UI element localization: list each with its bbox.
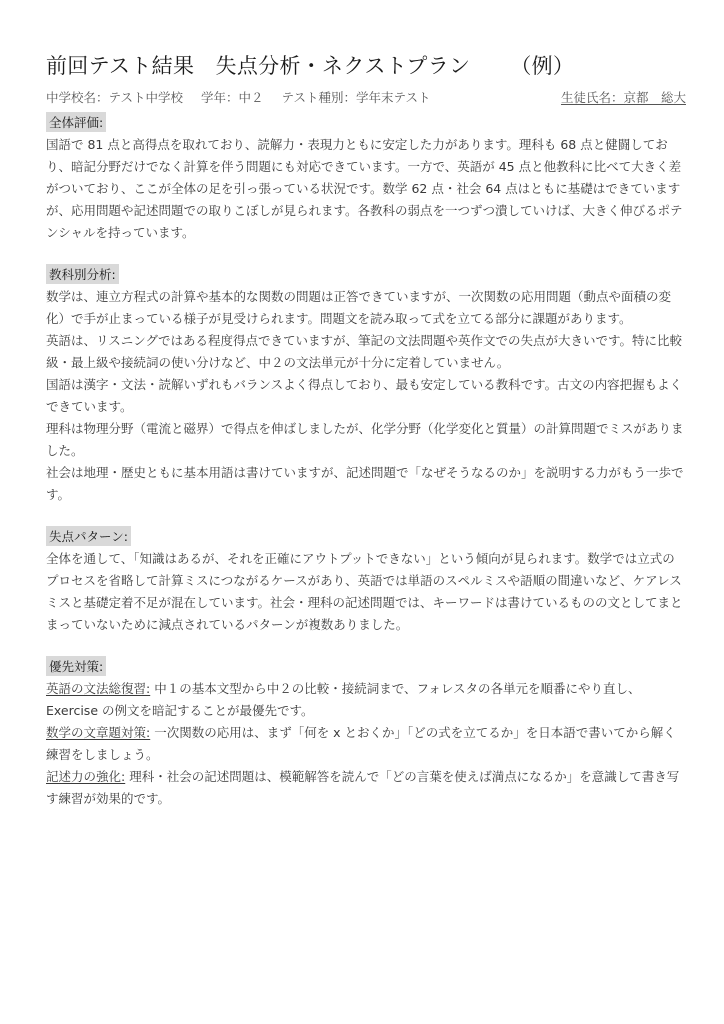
priority-section <box>46 656 686 810</box>
priority-item-label: 英語の文法総復習: <box>46 681 151 696</box>
priority-item <box>46 678 686 722</box>
patterns-section <box>46 526 686 636</box>
title-text: 前回テスト結果 失点分析・ネクストプラン <box>46 54 471 78</box>
student-name: 生徒氏名：京都 総大 <box>560 90 686 105</box>
priority-item-label: 数学の文章題対策: <box>46 725 151 740</box>
overall-heading: 全体評価: <box>46 112 106 132</box>
japanese-analysis: 国語は漢字・文法・読解いずれもバランスよく得点しており、最も安定している教科です。古文の内容把握もよくできています。 <box>46 377 683 414</box>
patterns-text: 全体を通して、「知識はあるが、それを正確にアウトプットできない」という傾向が見られます。数学では立式のプロセスを省略して計算ミスにつながるケースがあり、英語では単語のスペルミスや語順の間違いなど、ケアレスミスと基礎定着不足が混在しています。社会・理科の記述問題では、キーワードは書けているものの文としてまとまっていないために減点されているパターンが複数ありました。 <box>46 551 683 632</box>
priority-item-text: 中１の基本文型から中２の比較・接続詞まで、フォレスタの各単元を順番にやり直し、Exercise の例文を暗記することが最優先です。 <box>46 681 641 718</box>
overall-section <box>46 112 686 244</box>
priority-item <box>46 722 686 766</box>
patterns-heading: 失点パターン: <box>46 526 131 546</box>
meta-row <box>46 88 686 106</box>
priority-heading: 優先対策: <box>46 656 106 676</box>
test-type: テスト種別：学年末テスト <box>281 90 431 105</box>
title-example: （例） <box>510 54 575 78</box>
page-title <box>46 50 686 80</box>
priority-item-label: 記述力の強化: <box>46 769 126 784</box>
math-analysis: 数学は、連立方程式の計算や基本的な関数の問題は正答できていますが、一次関数の応用問題（動点や面積の変化）で手が止まっている様子が見受けられます。問題文を読み取って式を立てる部分に課題があります。 <box>46 289 672 326</box>
priority-item <box>46 766 686 810</box>
subjects-heading: 教科別分析: <box>46 264 119 284</box>
science-analysis: 理科は物理分野（電流と磁界）で得点を伸ばしましたが、化学分野（化学変化と質量）の計算問題でミスがありました。 <box>46 421 684 458</box>
school-name: 中学校名：テスト中学校 <box>46 90 184 105</box>
grade: 学年：中２ <box>201 90 264 105</box>
priority-item-text: 理科・社会の記述問題は、模範解答を読んで「どの言葉を使えば満点になるか」を意識して書き写す練習が効果的です。 <box>46 769 680 806</box>
subjects-section <box>46 264 686 506</box>
social-analysis: 社会は地理・歴史ともに基本用語は書けていますが、記述問題で「なぜそうなるのか」を説明する力がもう一歩です。 <box>46 465 684 502</box>
overall-text: 国語で 81 点と高得点を取れており、読解力・表現力ともに安定した力があります。理科も 68 点と健闘しており、暗記分野だけでなく計算を伴う問題にも対応できています。一方で、英語が 45 点と他教科に比べて大きく差がついており、ここが全体の足を引っ張っている状況です。数学 62 点・社会 64 点はともに基礎はできていますが、応用問題や記述問題での取りこぼしが見られます。各教科の弱点を一つずつ潰していけば、大きく伸びるポテンシャルを持っています。 <box>46 137 683 240</box>
priority-item-text: 一次関数の応用は、まず「何を x とおくか」「どの式を立てるか」を日本語で書いてから解く練習をしましょう。 <box>46 725 676 762</box>
english-analysis: 英語は、リスニングではある程度得点できていますが、筆記の文法問題や英作文での失点が大きいです。特に比較級・最上級や接続詞の使い分けなど、中２の文法単元が十分に定着していません。 <box>46 333 683 370</box>
document-page <box>46 50 686 830</box>
